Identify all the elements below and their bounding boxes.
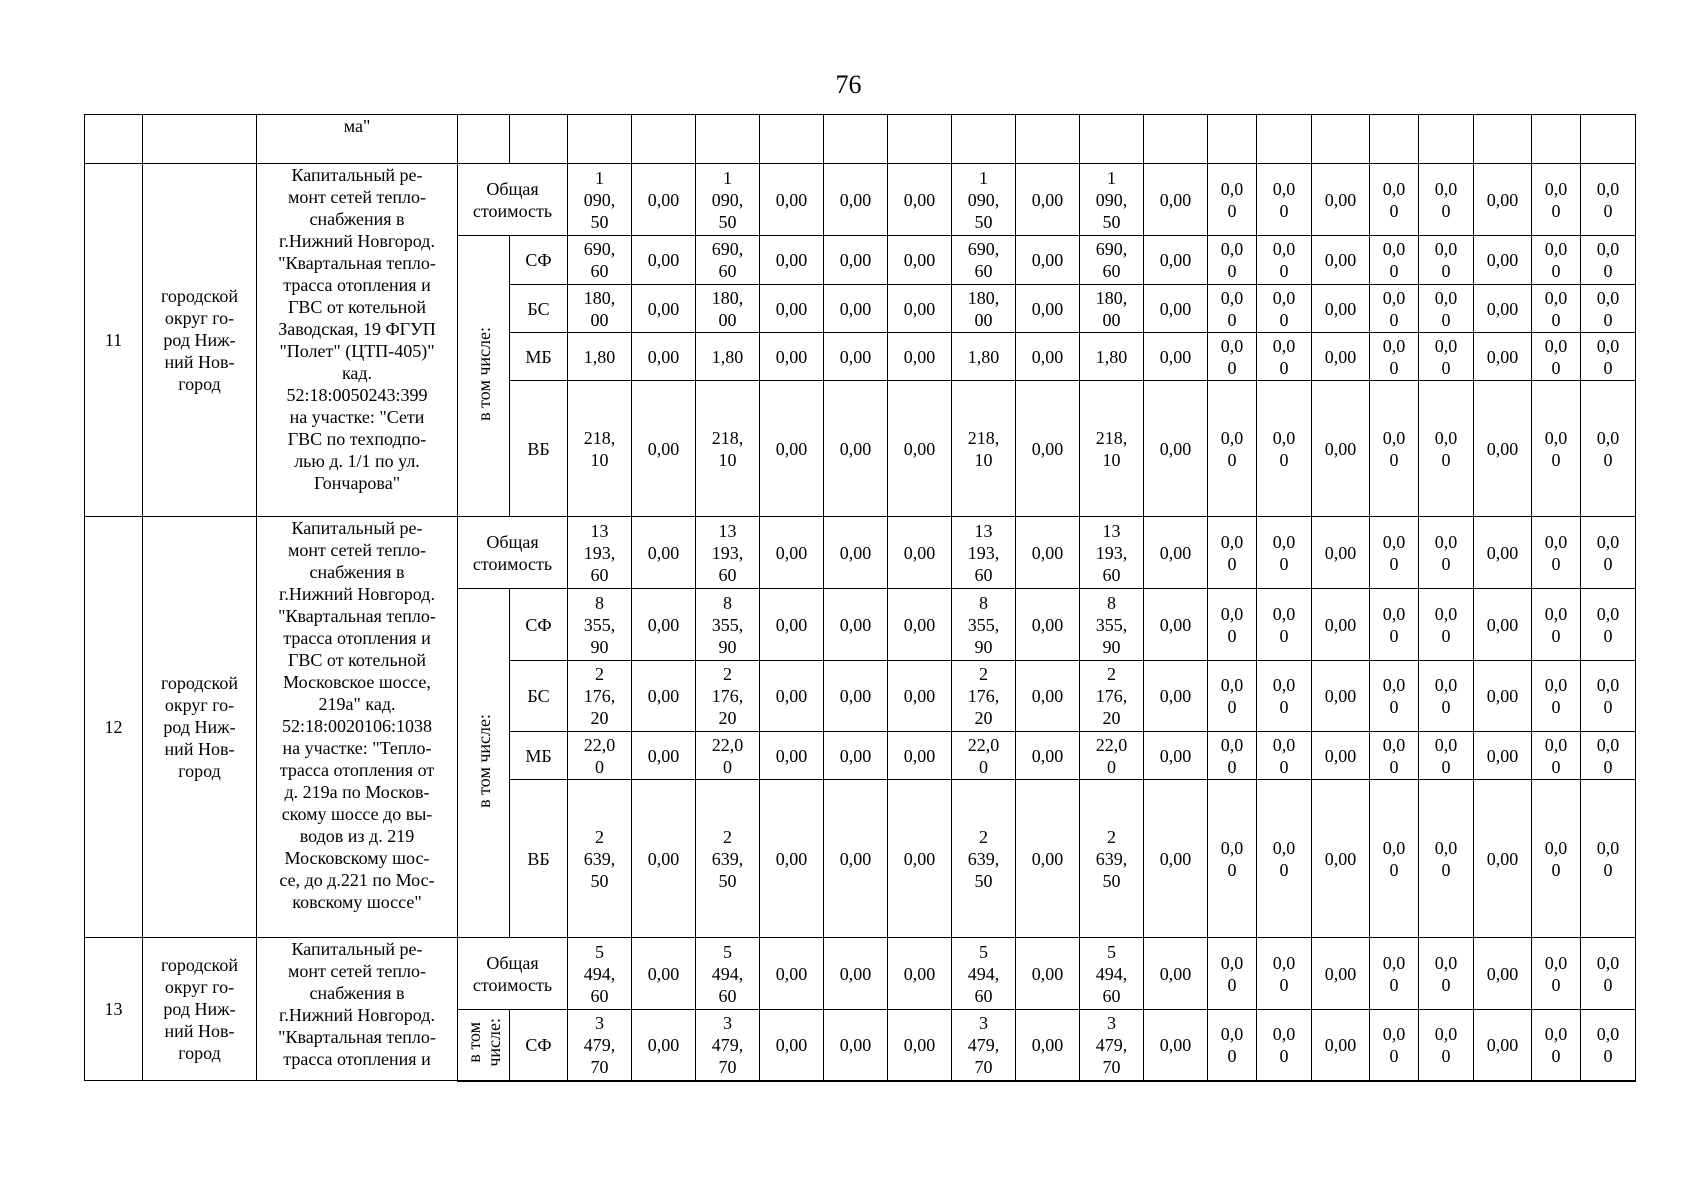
value-cell: 0,00 xyxy=(1474,780,1532,938)
value-cell: 0,0 0 xyxy=(1370,780,1419,938)
value-cell: 0,00 xyxy=(760,381,824,517)
value-cell: 0,00 xyxy=(888,164,952,236)
value-cell: 0,00 xyxy=(824,732,888,780)
value-cell: 0,0 0 xyxy=(1532,164,1581,236)
value-cell: 0,0 0 xyxy=(1370,164,1419,236)
value-cell: 0,0 0 xyxy=(1419,1010,1474,1081)
value-cell: 0,00 xyxy=(1312,236,1370,285)
value-cell: 8 355, 90 xyxy=(696,589,760,661)
value-cell: 0,00 xyxy=(1474,164,1532,236)
value-cell: 0,00 xyxy=(1312,589,1370,661)
description-cell: Капитальный ре- монт сетей тепло- снабжения в г.Нижний Новгород. "Квартальная тепло- трасса отопления и xyxy=(257,938,458,1081)
value-cell: 0,0 0 xyxy=(1581,732,1636,780)
table-row xyxy=(85,517,1636,589)
description-cell: Капитальный ре- монт сетей тепло- снабжения в г.Нижний Новгород. "Квартальная тепло- трасса отопления и ГВС от котельной Московское шоссе, 219а" кад. 52:18:0020106:1038 на участке: "Тепло- трасса отопления от д. 219а по Москов- скому шоссе до вы- водов из д. 219 Московскому шос- се, до д.221 по Мос- ковскому шоссе" xyxy=(257,517,458,938)
value-cell: 0,0 0 xyxy=(1370,1010,1419,1081)
value-cell: 0,0 0 xyxy=(1208,381,1257,517)
value-cell: 0,0 0 xyxy=(1581,517,1636,589)
value-cell: 0,00 xyxy=(1474,1010,1532,1081)
value-cell: 0,00 xyxy=(632,333,696,381)
value-cell: 0,00 xyxy=(1016,661,1080,732)
table-cell xyxy=(1257,115,1312,164)
value-cell: 690, 60 xyxy=(696,236,760,285)
source-label: СФ xyxy=(510,1010,568,1081)
value-cell: 0,00 xyxy=(888,732,952,780)
value-cell: 0,0 0 xyxy=(1370,732,1419,780)
value-cell: 0,0 0 xyxy=(1419,381,1474,517)
value-cell: 0,0 0 xyxy=(1419,780,1474,938)
value-cell: 0,0 0 xyxy=(1532,938,1581,1010)
value-cell: 0,0 0 xyxy=(1208,1010,1257,1081)
value-cell: 0,00 xyxy=(1474,589,1532,661)
value-cell: 0,00 xyxy=(1474,938,1532,1010)
table-cell xyxy=(510,115,568,164)
value-cell: 0,00 xyxy=(1016,589,1080,661)
value-cell: 0,0 0 xyxy=(1581,1010,1636,1081)
value-cell: 0,00 xyxy=(1474,236,1532,285)
value-cell: 0,00 xyxy=(888,517,952,589)
row-number-cell: 12 xyxy=(85,517,143,938)
value-cell: 0,00 xyxy=(760,517,824,589)
value-cell: 0,0 0 xyxy=(1419,661,1474,732)
value-cell: 0,0 0 xyxy=(1532,1010,1581,1081)
value-cell: 0,0 0 xyxy=(1419,732,1474,780)
value-cell: 0,00 xyxy=(1144,938,1208,1010)
value-cell: 5 494, 60 xyxy=(952,938,1016,1010)
value-cell: 0,0 0 xyxy=(1581,661,1636,732)
value-cell: 0,00 xyxy=(888,661,952,732)
value-cell: 22,0 0 xyxy=(952,732,1016,780)
table-cell xyxy=(1419,115,1474,164)
value-cell: 0,00 xyxy=(1474,732,1532,780)
value-cell: 0,00 xyxy=(888,589,952,661)
value-cell: 0,0 0 xyxy=(1257,285,1312,333)
table-cell xyxy=(1016,115,1080,164)
value-cell: 0,0 0 xyxy=(1257,938,1312,1010)
source-label: БС xyxy=(510,285,568,333)
value-cell: 0,00 xyxy=(1144,780,1208,938)
value-cell: 0,00 xyxy=(1144,732,1208,780)
value-cell: 0,00 xyxy=(760,938,824,1010)
value-cell: 0,0 0 xyxy=(1581,381,1636,517)
value-cell: 0,0 0 xyxy=(1532,732,1581,780)
value-cell: 0,0 0 xyxy=(1532,236,1581,285)
value-cell: 0,0 0 xyxy=(1581,780,1636,938)
value-cell: 0,00 xyxy=(824,1010,888,1081)
value-cell: 0,0 0 xyxy=(1208,285,1257,333)
value-cell: 0,0 0 xyxy=(1532,381,1581,517)
source-label: МБ xyxy=(510,333,568,381)
value-cell: 0,0 0 xyxy=(1257,661,1312,732)
table-cell xyxy=(824,115,888,164)
value-cell: 22,0 0 xyxy=(568,732,632,780)
description-cell: ма" xyxy=(257,115,458,164)
value-cell: 0,00 xyxy=(1016,938,1080,1010)
value-cell: 2 639, 50 xyxy=(1080,780,1144,938)
value-cell: 13 193, 60 xyxy=(1080,517,1144,589)
table-cell xyxy=(1312,115,1370,164)
value-cell: 0,00 xyxy=(1144,661,1208,732)
value-cell: 0,00 xyxy=(1016,164,1080,236)
value-cell: 0,0 0 xyxy=(1532,780,1581,938)
value-cell: 0,0 0 xyxy=(1419,236,1474,285)
value-cell: 0,00 xyxy=(760,1010,824,1081)
value-cell: 0,00 xyxy=(1474,517,1532,589)
value-cell: 0,00 xyxy=(632,236,696,285)
value-cell: 8 355, 90 xyxy=(1080,589,1144,661)
value-cell: 0,00 xyxy=(760,732,824,780)
value-cell: 0,0 0 xyxy=(1208,164,1257,236)
value-cell: 0,00 xyxy=(632,381,696,517)
value-cell: 1,80 xyxy=(1080,333,1144,381)
value-cell: 2 176, 20 xyxy=(952,661,1016,732)
value-cell: 0,00 xyxy=(1144,589,1208,661)
value-cell: 0,0 0 xyxy=(1532,661,1581,732)
value-cell: 8 355, 90 xyxy=(568,589,632,661)
value-cell: 0,0 0 xyxy=(1370,938,1419,1010)
value-cell: 5 494, 60 xyxy=(1080,938,1144,1010)
value-cell: 0,0 0 xyxy=(1419,589,1474,661)
total-cost-label: Общая стоимость xyxy=(458,517,568,589)
source-label: ВБ xyxy=(510,780,568,938)
value-cell: 0,00 xyxy=(824,938,888,1010)
value-cell: 0,0 0 xyxy=(1370,661,1419,732)
value-cell: 1,80 xyxy=(696,333,760,381)
value-cell: 3 479, 70 xyxy=(568,1010,632,1081)
value-cell: 0,0 0 xyxy=(1257,780,1312,938)
value-cell: 180, 00 xyxy=(696,285,760,333)
value-cell: 0,0 0 xyxy=(1370,517,1419,589)
value-cell: 0,0 0 xyxy=(1419,517,1474,589)
value-cell: 0,0 0 xyxy=(1419,164,1474,236)
value-cell: 0,00 xyxy=(1016,285,1080,333)
value-cell: 0,00 xyxy=(824,285,888,333)
value-cell: 0,0 0 xyxy=(1581,333,1636,381)
value-cell: 0,00 xyxy=(1144,236,1208,285)
source-label: ВБ xyxy=(510,381,568,517)
table-cell xyxy=(458,115,510,164)
in-that-number-label: в том числе: xyxy=(473,326,494,421)
value-cell: 0,0 0 xyxy=(1257,517,1312,589)
value-cell: 22,0 0 xyxy=(696,732,760,780)
value-cell: 1 090, 50 xyxy=(568,164,632,236)
value-cell: 180, 00 xyxy=(1080,285,1144,333)
value-cell: 1,80 xyxy=(952,333,1016,381)
value-cell: 0,00 xyxy=(824,517,888,589)
value-cell: 0,0 0 xyxy=(1257,589,1312,661)
value-cell: 0,00 xyxy=(760,333,824,381)
value-cell: 0,0 0 xyxy=(1370,285,1419,333)
row-number-cell xyxy=(85,115,143,164)
value-cell: 0,00 xyxy=(1312,661,1370,732)
table-cell xyxy=(696,115,760,164)
value-cell: 0,00 xyxy=(1144,517,1208,589)
value-cell: 0,00 xyxy=(1474,661,1532,732)
value-cell: 0,00 xyxy=(632,1010,696,1081)
value-cell: 0,00 xyxy=(1312,381,1370,517)
value-cell: 0,00 xyxy=(824,780,888,938)
value-cell: 3 479, 70 xyxy=(952,1010,1016,1081)
in-that-number-cell xyxy=(458,236,510,517)
row-number-cell: 13 xyxy=(85,938,143,1081)
value-cell: 8 355, 90 xyxy=(952,589,1016,661)
value-cell: 218, 10 xyxy=(696,381,760,517)
value-cell: 2 639, 50 xyxy=(696,780,760,938)
value-cell: 0,00 xyxy=(1016,1010,1080,1081)
value-cell: 0,00 xyxy=(632,938,696,1010)
value-cell: 0,0 0 xyxy=(1419,938,1474,1010)
in-that-number-label: в том числе: xyxy=(463,1017,504,1067)
in-that-number-label: в том числе: xyxy=(473,713,494,808)
value-cell: 0,0 0 xyxy=(1257,333,1312,381)
value-cell: 690, 60 xyxy=(1080,236,1144,285)
table-cell xyxy=(952,115,1016,164)
value-cell: 2 639, 50 xyxy=(568,780,632,938)
value-cell: 0,0 0 xyxy=(1208,780,1257,938)
value-cell: 0,00 xyxy=(1312,164,1370,236)
municipality-cell: городской округ го- род Ниж- ний Нов- город xyxy=(143,164,257,517)
value-cell: 0,00 xyxy=(1312,1010,1370,1081)
value-cell: 0,00 xyxy=(824,589,888,661)
value-cell: 690, 60 xyxy=(568,236,632,285)
value-cell: 0,0 0 xyxy=(1581,938,1636,1010)
value-cell: 0,0 0 xyxy=(1419,333,1474,381)
value-cell: 0,0 0 xyxy=(1581,164,1636,236)
value-cell: 0,00 xyxy=(888,285,952,333)
value-cell: 0,00 xyxy=(824,164,888,236)
value-cell: 5 494, 60 xyxy=(568,938,632,1010)
value-cell: 5 494, 60 xyxy=(696,938,760,1010)
value-cell: 180, 00 xyxy=(568,285,632,333)
value-cell: 0,00 xyxy=(632,780,696,938)
value-cell: 0,0 0 xyxy=(1532,285,1581,333)
value-cell: 3 479, 70 xyxy=(696,1010,760,1081)
value-cell: 1,80 xyxy=(568,333,632,381)
value-cell: 0,0 0 xyxy=(1208,938,1257,1010)
description-cell: Капитальный ре- монт сетей тепло- снабжения в г.Нижний Новгород. "Квартальная тепло- трасса отопления и ГВС от котельной Заводская, 19 ФГУП "Полет" (ЦТП-405)" кад. 52:18:0050243:399 на участке: "Сети ГВС по техподпо- лью д. 1/1 по ул. Гончарова" xyxy=(257,164,458,517)
page-number: 76 xyxy=(835,70,862,99)
value-cell: 0,00 xyxy=(888,938,952,1010)
value-cell: 13 193, 60 xyxy=(568,517,632,589)
value-cell: 0,00 xyxy=(888,1010,952,1081)
source-label: СФ xyxy=(510,236,568,285)
value-cell: 0,00 xyxy=(824,661,888,732)
value-cell: 0,0 0 xyxy=(1257,236,1312,285)
table-cell xyxy=(1532,115,1581,164)
value-cell: 2 176, 20 xyxy=(568,661,632,732)
value-cell: 0,00 xyxy=(888,236,952,285)
value-cell: 3 479, 70 xyxy=(1080,1010,1144,1081)
value-cell: 0,0 0 xyxy=(1208,589,1257,661)
value-cell: 0,00 xyxy=(760,164,824,236)
value-cell: 0,00 xyxy=(1312,732,1370,780)
value-cell: 0,00 xyxy=(1474,333,1532,381)
value-cell: 1 090, 50 xyxy=(952,164,1016,236)
value-cell: 0,00 xyxy=(824,381,888,517)
value-cell: 0,00 xyxy=(632,732,696,780)
source-label: МБ xyxy=(510,732,568,780)
value-cell: 0,0 0 xyxy=(1581,285,1636,333)
table-cell xyxy=(760,115,824,164)
value-cell: 0,0 0 xyxy=(1532,333,1581,381)
budget-table xyxy=(84,114,1636,1082)
value-cell: 1 090, 50 xyxy=(1080,164,1144,236)
value-cell: 13 193, 60 xyxy=(952,517,1016,589)
source-label: СФ xyxy=(510,589,568,661)
value-cell: 0,00 xyxy=(1144,381,1208,517)
value-cell: 0,0 0 xyxy=(1257,1010,1312,1081)
value-cell: 0,0 0 xyxy=(1532,589,1581,661)
row-number-cell: 11 xyxy=(85,164,143,517)
value-cell: 0,00 xyxy=(824,236,888,285)
value-cell: 0,0 0 xyxy=(1257,381,1312,517)
value-cell: 0,00 xyxy=(1016,333,1080,381)
table-cell xyxy=(568,115,632,164)
value-cell: 0,0 0 xyxy=(1370,381,1419,517)
value-cell: 218, 10 xyxy=(952,381,1016,517)
value-cell: 0,00 xyxy=(1016,381,1080,517)
value-cell: 0,00 xyxy=(632,589,696,661)
municipality-cell: городской округ го- род Ниж- ний Нов- город xyxy=(143,517,257,938)
table-cell xyxy=(888,115,952,164)
value-cell: 0,0 0 xyxy=(1370,589,1419,661)
value-cell: 2 176, 20 xyxy=(696,661,760,732)
value-cell: 0,0 0 xyxy=(1208,333,1257,381)
value-cell: 690, 60 xyxy=(952,236,1016,285)
value-cell: 0,00 xyxy=(1016,732,1080,780)
value-cell: 0,00 xyxy=(760,285,824,333)
value-cell: 0,00 xyxy=(632,517,696,589)
table-cell xyxy=(1581,115,1636,164)
value-cell: 0,00 xyxy=(1312,517,1370,589)
value-cell: 218, 10 xyxy=(568,381,632,517)
value-cell: 0,0 0 xyxy=(1208,732,1257,780)
value-cell: 0,0 0 xyxy=(1208,517,1257,589)
value-cell: 22,0 0 xyxy=(1080,732,1144,780)
value-cell: 0,00 xyxy=(1312,285,1370,333)
value-cell: 0,00 xyxy=(1144,1010,1208,1081)
value-cell: 0,0 0 xyxy=(1257,732,1312,780)
value-cell: 0,00 xyxy=(1312,938,1370,1010)
table-row xyxy=(85,938,1636,1010)
value-cell: 0,00 xyxy=(1016,517,1080,589)
value-cell: 0,00 xyxy=(760,661,824,732)
value-cell: 0,00 xyxy=(1144,285,1208,333)
value-cell: 0,00 xyxy=(760,236,824,285)
table-cell xyxy=(1144,115,1208,164)
value-cell: 0,00 xyxy=(1312,333,1370,381)
value-cell: 0,0 0 xyxy=(1532,517,1581,589)
source-label: БС xyxy=(510,661,568,732)
value-cell: 0,00 xyxy=(824,333,888,381)
value-cell: 0,0 0 xyxy=(1370,333,1419,381)
total-cost-label: Общая стоимость xyxy=(458,164,568,236)
table-row-continuation xyxy=(85,115,1636,164)
value-cell: 0,00 xyxy=(1312,780,1370,938)
value-cell: 0,00 xyxy=(1474,285,1532,333)
value-cell: 0,00 xyxy=(632,285,696,333)
value-cell: 0,0 0 xyxy=(1208,661,1257,732)
value-cell: 0,0 0 xyxy=(1257,164,1312,236)
table-row xyxy=(85,164,1636,236)
table-cell xyxy=(1370,115,1419,164)
value-cell: 0,0 0 xyxy=(1581,236,1636,285)
total-cost-label: Общая стоимость xyxy=(458,938,568,1010)
value-cell: 0,00 xyxy=(632,164,696,236)
value-cell: 0,00 xyxy=(888,780,952,938)
value-cell: 180, 00 xyxy=(952,285,1016,333)
value-cell: 1 090, 50 xyxy=(696,164,760,236)
value-cell: 0,0 0 xyxy=(1370,236,1419,285)
table-cell xyxy=(1080,115,1144,164)
value-cell: 0,00 xyxy=(1144,333,1208,381)
value-cell: 0,00 xyxy=(1016,236,1080,285)
value-cell: 0,0 0 xyxy=(1581,589,1636,661)
value-cell: 0,0 0 xyxy=(1419,285,1474,333)
table-cell xyxy=(632,115,696,164)
value-cell: 0,00 xyxy=(1474,381,1532,517)
value-cell: 13 193, 60 xyxy=(696,517,760,589)
value-cell: 0,00 xyxy=(632,661,696,732)
value-cell: 2 176, 20 xyxy=(1080,661,1144,732)
value-cell: 0,00 xyxy=(888,333,952,381)
table-cell xyxy=(1208,115,1257,164)
municipality-cell xyxy=(143,115,257,164)
value-cell: 0,00 xyxy=(888,381,952,517)
value-cell: 0,00 xyxy=(1016,780,1080,938)
in-that-number-cell xyxy=(458,589,510,938)
value-cell: 0,00 xyxy=(760,780,824,938)
municipality-cell: городской округ го- род Ниж- ний Нов- город xyxy=(143,938,257,1081)
value-cell: 0,0 0 xyxy=(1208,236,1257,285)
table-cell xyxy=(1474,115,1532,164)
value-cell: 0,00 xyxy=(760,589,824,661)
value-cell: 2 639, 50 xyxy=(952,780,1016,938)
in-that-number-cell xyxy=(458,1010,510,1081)
value-cell: 0,00 xyxy=(1144,164,1208,236)
value-cell: 218, 10 xyxy=(1080,381,1144,517)
